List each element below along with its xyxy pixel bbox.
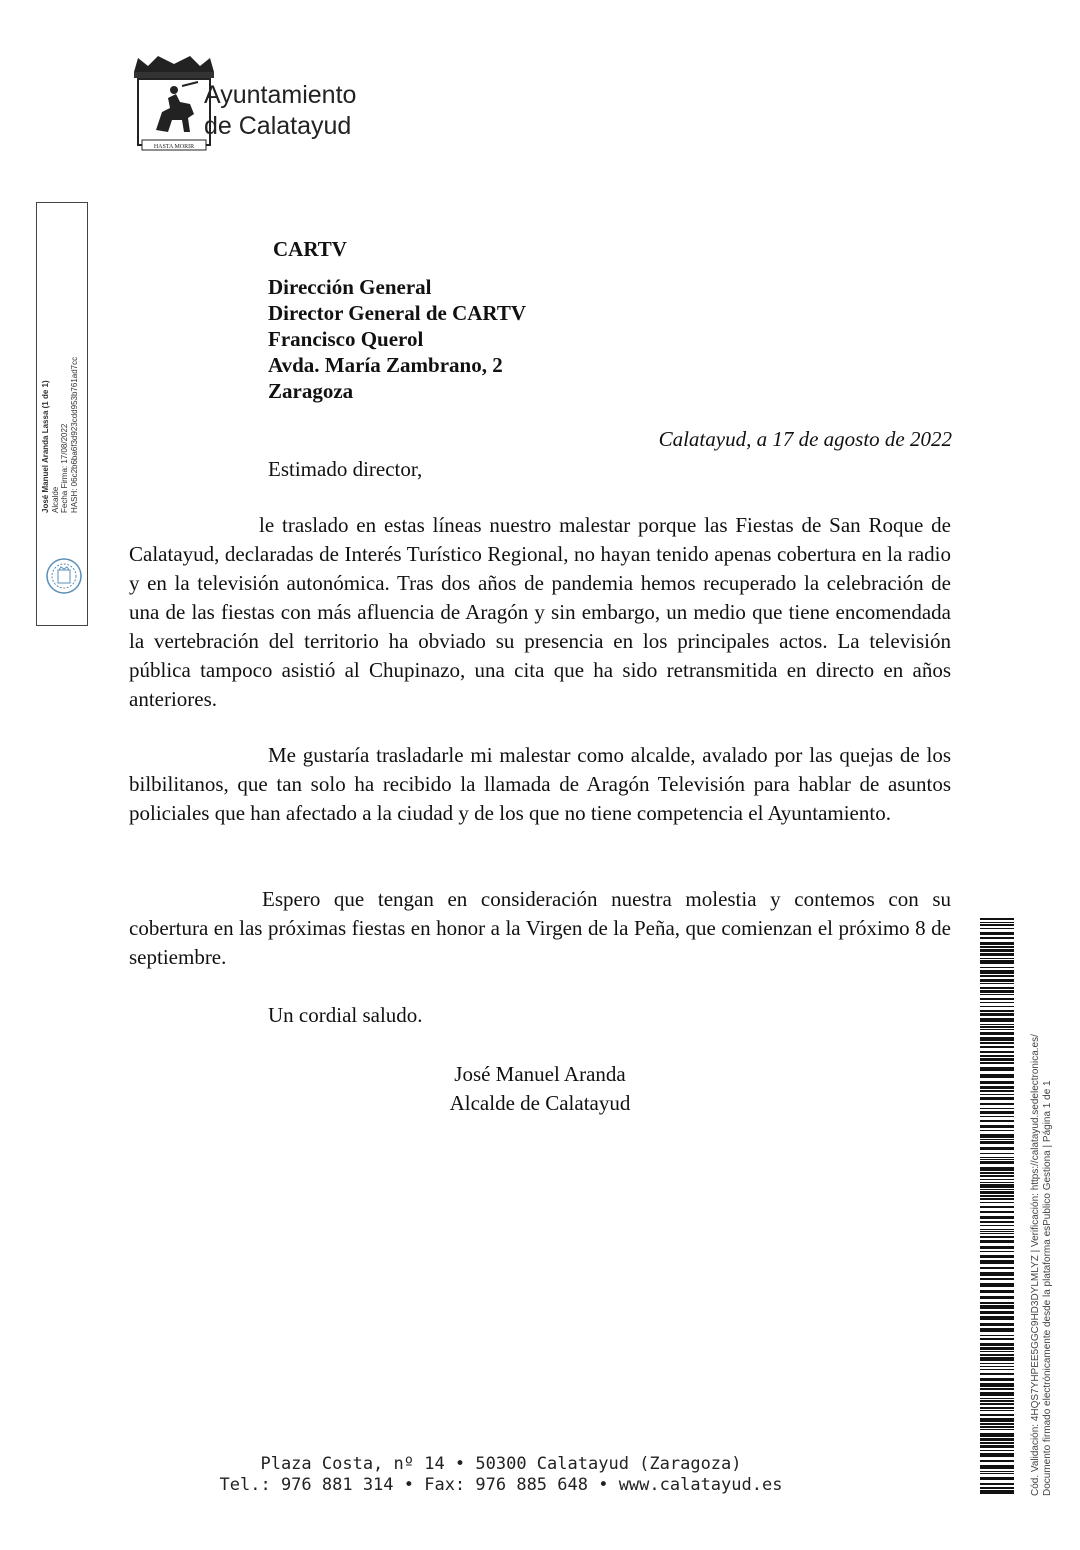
signer-stamp-role: Alcalde bbox=[50, 486, 60, 513]
barcode-bar bbox=[980, 1351, 1014, 1352]
barcode-bar bbox=[980, 1221, 1014, 1223]
barcode-bar bbox=[980, 1086, 1014, 1089]
barcode-bar bbox=[980, 953, 1014, 956]
barcode-bar bbox=[980, 1202, 1014, 1203]
barcode-bar bbox=[980, 1328, 1014, 1332]
letter-date: Calatayud, a 17 de agosto de 2022 bbox=[658, 427, 952, 451]
barcode-bar bbox=[980, 1159, 1014, 1160]
barcode-bar bbox=[980, 1471, 1014, 1472]
barcode-bar bbox=[980, 1108, 1014, 1109]
barcode-bar bbox=[980, 1010, 1014, 1012]
barcode-bar bbox=[980, 1231, 1014, 1232]
barcode-bar bbox=[980, 1460, 1014, 1462]
barcode-bar bbox=[980, 1278, 1014, 1280]
barcode-bar bbox=[980, 1423, 1014, 1425]
barcode-bar bbox=[980, 1157, 1014, 1158]
barcode-bar bbox=[980, 1383, 1014, 1387]
barcode-bar bbox=[980, 1363, 1014, 1364]
barcode-bar bbox=[980, 946, 1014, 948]
barcode-bar bbox=[980, 1116, 1014, 1117]
barcode-bar bbox=[980, 975, 1014, 977]
barcode-bar bbox=[980, 1403, 1014, 1405]
org-name-line2: de Calatayud bbox=[204, 112, 352, 140]
barcode-bar bbox=[980, 1347, 1014, 1350]
barcode-bar bbox=[980, 1414, 1014, 1416]
validation-code: Cód. Validación: 4HQS7YHPEE5GGC9HD3DYLMLYZ | Verificación: https://calatayud.sedelectronica.es/ bbox=[1030, 1034, 1041, 1496]
validation-barcode bbox=[980, 918, 1014, 1496]
barcode-bar bbox=[980, 1392, 1014, 1396]
signature-block bbox=[400, 1060, 680, 1118]
barcode-bar bbox=[980, 1111, 1014, 1114]
barcode-bar bbox=[980, 1175, 1014, 1177]
barcode-bar bbox=[980, 1272, 1014, 1276]
barcode-bar bbox=[980, 928, 1014, 929]
barcode-bar bbox=[980, 1433, 1014, 1437]
crest-motto: HASTA MORIR bbox=[153, 144, 195, 150]
recipient-address: Avda. María Zambrano, 2 bbox=[268, 353, 503, 377]
barcode-bar bbox=[980, 1211, 1014, 1213]
barcode-bar bbox=[980, 1206, 1014, 1208]
recipient-city: Zaragoza bbox=[268, 379, 354, 403]
barcode-bar bbox=[980, 1335, 1014, 1336]
barcode-bar bbox=[980, 937, 1014, 939]
barcode-bar bbox=[980, 1438, 1014, 1441]
signer-name: José Manuel Aranda bbox=[454, 1062, 626, 1086]
barcode-bar bbox=[980, 1400, 1014, 1402]
barcode-bar bbox=[980, 1062, 1014, 1064]
barcode-bar bbox=[980, 1260, 1014, 1264]
barcode-bar bbox=[980, 918, 1014, 920]
barcode-bar bbox=[980, 1267, 1014, 1269]
barcode-bar bbox=[980, 1125, 1014, 1128]
validation-text bbox=[1030, 896, 1054, 1496]
barcode-bar bbox=[980, 1316, 1014, 1320]
barcode-bar bbox=[980, 1216, 1014, 1219]
organization-name bbox=[204, 80, 356, 142]
barcode-bar bbox=[980, 1191, 1014, 1194]
barcode-bar bbox=[980, 1134, 1014, 1138]
recipient-name: Francisco Querol bbox=[268, 327, 424, 351]
body-paragraph: le traslado en estas líneas nuestro malestar porque las Fiestas de San Roque de Calatayud, declaradas de Interés Turístico Regional, no hayan tenido apenas cobertura en la radio y en la televisión autonómica. Tras dos años de pandemia hemos recuperado la celebración de una de las fiestas con más afluencia de Aragón y sin embargo, un medio que tiene encomendada la vertebración del territorio ha obviado su presencia en los principales actos. La televisión pública tampoco asistió al Chupinazo, una cita que ha sido retransmitida en directo en años anteriores. bbox=[129, 513, 951, 711]
barcode-bar bbox=[980, 960, 1014, 964]
barcode-bar bbox=[980, 1024, 1014, 1025]
barcode-bar bbox=[980, 979, 1014, 982]
barcode-bar bbox=[980, 1046, 1014, 1048]
barcode-bar bbox=[980, 1302, 1014, 1304]
recipient-org: CARTV bbox=[273, 237, 347, 261]
barcode-bar bbox=[980, 1426, 1014, 1428]
barcode-bar bbox=[980, 1429, 1014, 1430]
barcode-bar bbox=[980, 1229, 1014, 1230]
barcode-bar bbox=[980, 1442, 1014, 1444]
salutation: Estimado director, bbox=[268, 457, 423, 481]
signature-hash: HASH: 06c2b6ba6f3d923cdd953b761ad7cc bbox=[69, 356, 79, 513]
barcode-bar bbox=[980, 1184, 1014, 1188]
barcode-bar bbox=[980, 1398, 1014, 1399]
barcode-bar bbox=[980, 987, 1014, 989]
barcode-bar bbox=[980, 1097, 1014, 1100]
barcode-bar bbox=[980, 1236, 1014, 1238]
barcode-bar bbox=[980, 1407, 1014, 1409]
barcode-bar bbox=[980, 1343, 1014, 1346]
barcode-bar bbox=[980, 1354, 1014, 1356]
barcode-bar bbox=[980, 1233, 1014, 1234]
barcode-bar bbox=[980, 1074, 1014, 1078]
barcode-bar bbox=[980, 949, 1014, 952]
recipient-block bbox=[268, 236, 526, 404]
barcode-bar bbox=[980, 1198, 1014, 1200]
barcode-bar bbox=[980, 967, 1014, 968]
barcode-bar bbox=[980, 1487, 1014, 1489]
barcode-bar bbox=[980, 924, 1014, 926]
barcode-bar bbox=[980, 1182, 1014, 1183]
barcode-bar bbox=[980, 1167, 1014, 1171]
barcode-bar bbox=[980, 1323, 1014, 1326]
barcode-bar bbox=[980, 1051, 1014, 1053]
barcode-bar bbox=[980, 1251, 1014, 1252]
barcode-bar bbox=[980, 1161, 1014, 1164]
barcode-bar bbox=[980, 1130, 1014, 1131]
closing: Un cordial saludo. bbox=[268, 1003, 423, 1027]
barcode-bar bbox=[980, 994, 1014, 995]
barcode-bar bbox=[980, 1418, 1014, 1422]
barcode-bar bbox=[980, 1029, 1014, 1030]
signer-title: Alcalde de Calatayud bbox=[449, 1091, 631, 1115]
recipient-dept: Dirección General bbox=[268, 275, 432, 299]
org-name-line1: Ayuntamiento bbox=[204, 81, 357, 109]
barcode-bar bbox=[980, 1094, 1014, 1095]
barcode-bar bbox=[980, 1026, 1014, 1028]
body-paragraph: Espero que tengan en consideración nuestra molestia y contemos con su cobertura en las próximas fiestas en honor a la Virgen de la Peña, que comienzan el próximo 8 de septiembre. bbox=[129, 887, 951, 969]
barcode-bar bbox=[980, 942, 1014, 945]
recipient-title: Director General de CARTV bbox=[268, 301, 527, 325]
barcode-bar bbox=[980, 1153, 1014, 1154]
barcode-bar bbox=[980, 1179, 1014, 1180]
signature-stamp-text bbox=[41, 213, 79, 513]
barcode-bar bbox=[980, 1255, 1014, 1258]
barcode-bar bbox=[980, 1311, 1014, 1314]
barcode-bar bbox=[980, 1055, 1014, 1057]
barcode-bar bbox=[980, 1483, 1014, 1485]
barcode-bar bbox=[980, 1103, 1014, 1105]
barcode-bar bbox=[980, 998, 1014, 1000]
body-paragraph: Me gustaría trasladarle mi malestar como alcalde, avalado por las quejas de los bilbilitanos, que tan solo ha recibido la llamada de Aragón Televisión para hablar de asuntos policiales que han afectado a la ciudad y de los que no tiene competencia el Ayuntamiento. bbox=[129, 743, 951, 825]
barcode-bar bbox=[980, 1058, 1014, 1061]
barcode-bar bbox=[980, 1410, 1014, 1411]
barcode-bar bbox=[980, 1067, 1014, 1071]
barcode-bar bbox=[980, 1195, 1014, 1197]
barcode-bar bbox=[980, 1246, 1014, 1249]
barcode-bar bbox=[980, 1225, 1014, 1226]
barcode-bar bbox=[980, 990, 1014, 993]
barcode-bar bbox=[980, 1283, 1014, 1287]
barcode-bar bbox=[980, 1453, 1014, 1457]
barcode-bar bbox=[980, 1338, 1014, 1340]
barcode-bar bbox=[980, 1032, 1014, 1035]
footer-address: Plaza Costa, nº 14 • 50300 Calatayud (Zaragoza) bbox=[260, 1454, 742, 1474]
barcode-bar bbox=[980, 1490, 1014, 1494]
barcode-bar bbox=[980, 1002, 1014, 1003]
barcode-bar bbox=[980, 1296, 1014, 1299]
validation-platform: Documento firmado electrónicamente desde la plataforma esPublico Gestiona | Página 1 de 1 bbox=[1042, 1080, 1053, 1496]
barcode-bar bbox=[980, 1378, 1014, 1381]
barcode-bar bbox=[980, 1172, 1014, 1174]
barcode-bar bbox=[980, 1366, 1014, 1367]
barcode-bar bbox=[980, 1465, 1014, 1469]
barcode-bar bbox=[980, 1042, 1014, 1044]
barcode-bar bbox=[980, 932, 1014, 935]
barcode-bar bbox=[980, 1141, 1014, 1144]
barcode-bar bbox=[980, 1006, 1014, 1007]
barcode-bar bbox=[980, 1369, 1014, 1370]
barcode-bar bbox=[980, 1090, 1014, 1092]
barcode-bar bbox=[980, 970, 1014, 974]
official-seal-icon bbox=[45, 557, 83, 595]
barcode-bar bbox=[980, 1147, 1014, 1150]
barcode-bar bbox=[980, 1290, 1014, 1293]
footer-contact: Tel.: 976 881 314 • Fax: 976 885 648 • www.calatayud.es bbox=[219, 1475, 783, 1495]
barcode-bar bbox=[980, 1305, 1014, 1309]
barcode-bar bbox=[980, 1240, 1014, 1243]
barcode-bar bbox=[980, 1450, 1014, 1451]
barcode-bar bbox=[980, 1388, 1014, 1390]
barcode-bar bbox=[980, 1139, 1014, 1140]
barcode-bar bbox=[980, 1013, 1014, 1016]
barcode-bar bbox=[980, 1445, 1014, 1448]
barcode-bar bbox=[980, 1037, 1014, 1041]
barcode-bar bbox=[980, 1477, 1014, 1480]
barcode-bar bbox=[980, 1081, 1014, 1084]
barcode-bar bbox=[980, 1018, 1014, 1022]
barcode-bar bbox=[980, 958, 1014, 959]
barcode-bar bbox=[980, 1373, 1014, 1375]
electronic-signature-stamp bbox=[36, 202, 88, 626]
barcode-bar bbox=[980, 1189, 1014, 1190]
barcode-bar bbox=[980, 922, 1014, 923]
barcode-bar bbox=[980, 1357, 1014, 1361]
barcode-bar bbox=[980, 1473, 1014, 1474]
signature-date: Fecha Firma: 17/08/2022 bbox=[60, 423, 69, 513]
signer-stamp-name: José Manuel Aranda Lassa (1 de 1) bbox=[41, 380, 50, 513]
footer bbox=[0, 1454, 1002, 1496]
barcode-bar bbox=[980, 983, 1014, 984]
barcode-bar bbox=[980, 1120, 1014, 1122]
